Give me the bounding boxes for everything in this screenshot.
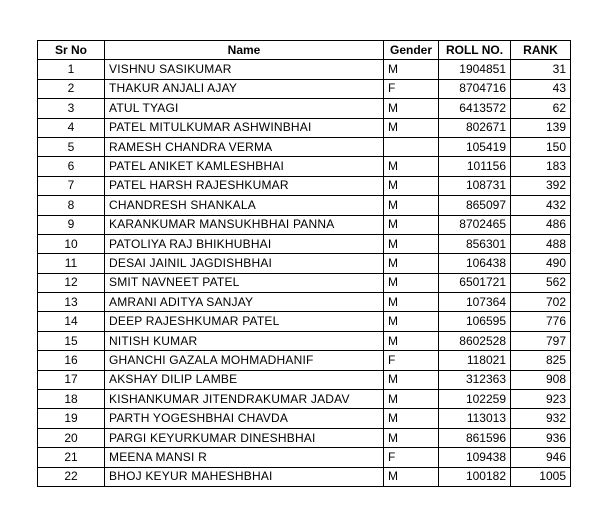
cell-name: AKSHAY DILIP LAMBE (105, 370, 384, 389)
cell-roll-no: 102259 (439, 390, 511, 409)
cell-name: BHOJ KEYUR MAHESHBHAI (105, 467, 384, 486)
cell-gender: M (384, 215, 439, 234)
cell-gender: M (384, 157, 439, 176)
cell-sr-no: 18 (38, 390, 105, 409)
cell-roll-no: 861596 (439, 428, 511, 447)
cell-roll-no: 113013 (439, 409, 511, 428)
cell-gender: M (384, 467, 439, 486)
cell-roll-no: 106595 (439, 312, 511, 331)
cell-gender: M (384, 60, 439, 79)
header-name: Name (105, 41, 384, 60)
cell-gender: F (384, 79, 439, 98)
cell-gender: M (384, 196, 439, 215)
cell-rank: 432 (511, 196, 571, 215)
table-row (38, 60, 571, 79)
cell-gender: F (384, 351, 439, 370)
cell-sr-no: 5 (38, 137, 105, 156)
table-row (38, 118, 571, 137)
table-body (38, 60, 571, 487)
table-row (38, 370, 571, 389)
table-row (38, 448, 571, 467)
table-row (38, 428, 571, 447)
cell-rank: 797 (511, 331, 571, 350)
cell-gender: M (384, 409, 439, 428)
cell-sr-no: 12 (38, 273, 105, 292)
cell-gender: F (384, 448, 439, 467)
cell-rank: 946 (511, 448, 571, 467)
cell-gender (384, 137, 439, 156)
cell-name: ATUL TYAGI (105, 99, 384, 118)
cell-sr-no: 9 (38, 215, 105, 234)
table-row (38, 351, 571, 370)
cell-rank: 183 (511, 157, 571, 176)
cell-roll-no: 8704716 (439, 79, 511, 98)
table-row (38, 331, 571, 350)
table-row (38, 137, 571, 156)
cell-sr-no: 10 (38, 234, 105, 253)
cell-rank: 139 (511, 118, 571, 137)
header-sr-no: Sr No (38, 41, 105, 60)
cell-rank: 31 (511, 60, 571, 79)
table-header (38, 41, 571, 60)
rank-list-table (37, 40, 571, 487)
cell-name: AMRANI ADITYA SANJAY (105, 293, 384, 312)
cell-rank: 923 (511, 390, 571, 409)
cell-gender: M (384, 312, 439, 331)
cell-rank: 486 (511, 215, 571, 234)
table-row (38, 234, 571, 253)
cell-gender: M (384, 331, 439, 350)
cell-name: PARGI KEYURKUMAR DINESHBHAI (105, 428, 384, 447)
cell-roll-no: 312363 (439, 370, 511, 389)
cell-sr-no: 15 (38, 331, 105, 350)
cell-roll-no: 109438 (439, 448, 511, 467)
cell-name: CHANDRESH SHANKALA (105, 196, 384, 215)
cell-name: DESAI JAINIL JAGDISHBHAI (105, 254, 384, 273)
cell-gender: M (384, 118, 439, 137)
cell-name: PATOLIYA RAJ BHIKHUBHAI (105, 234, 384, 253)
cell-gender: M (384, 428, 439, 447)
cell-roll-no: 865097 (439, 196, 511, 215)
header-roll-no: ROLL NO. (439, 41, 511, 60)
cell-roll-no: 6413572 (439, 99, 511, 118)
cell-sr-no: 21 (38, 448, 105, 467)
table-row (38, 273, 571, 292)
cell-name: RAMESH CHANDRA VERMA (105, 137, 384, 156)
header-row (38, 41, 571, 60)
cell-name: GHANCHI GAZALA MOHMADHANIF (105, 351, 384, 370)
cell-roll-no: 6501721 (439, 273, 511, 292)
table-row (38, 157, 571, 176)
table-row (38, 79, 571, 98)
cell-name: THAKUR ANJALI AJAY (105, 79, 384, 98)
table-row (38, 312, 571, 331)
cell-sr-no: 14 (38, 312, 105, 331)
cell-gender: M (384, 234, 439, 253)
header-gender: Gender (384, 41, 439, 60)
header-rank: RANK (511, 41, 571, 60)
cell-sr-no: 3 (38, 99, 105, 118)
cell-rank: 908 (511, 370, 571, 389)
cell-name: NITISH KUMAR (105, 331, 384, 350)
cell-rank: 43 (511, 79, 571, 98)
cell-rank: 490 (511, 254, 571, 273)
table-row (38, 254, 571, 273)
cell-rank: 562 (511, 273, 571, 292)
cell-rank: 150 (511, 137, 571, 156)
table-row (38, 409, 571, 428)
cell-gender: M (384, 293, 439, 312)
cell-roll-no: 106438 (439, 254, 511, 273)
cell-roll-no: 8702465 (439, 215, 511, 234)
cell-rank: 932 (511, 409, 571, 428)
cell-rank: 488 (511, 234, 571, 253)
table-row (38, 215, 571, 234)
cell-roll-no: 107364 (439, 293, 511, 312)
cell-name: SMIT NAVNEET PATEL (105, 273, 384, 292)
cell-rank: 392 (511, 176, 571, 195)
cell-roll-no: 108731 (439, 176, 511, 195)
cell-sr-no: 8 (38, 196, 105, 215)
cell-rank: 825 (511, 351, 571, 370)
cell-roll-no: 100182 (439, 467, 511, 486)
cell-sr-no: 7 (38, 176, 105, 195)
cell-roll-no: 105419 (439, 137, 511, 156)
table-row (38, 99, 571, 118)
cell-name: PARTH YOGESHBHAI CHAVDA (105, 409, 384, 428)
cell-sr-no: 4 (38, 118, 105, 137)
cell-gender: M (384, 254, 439, 273)
cell-sr-no: 17 (38, 370, 105, 389)
cell-roll-no: 856301 (439, 234, 511, 253)
cell-sr-no: 11 (38, 254, 105, 273)
cell-rank: 776 (511, 312, 571, 331)
cell-sr-no: 19 (38, 409, 105, 428)
cell-name: PATEL MITULKUMAR ASHWINBHAI (105, 118, 384, 137)
cell-sr-no: 6 (38, 157, 105, 176)
table-row (38, 390, 571, 409)
cell-roll-no: 8602528 (439, 331, 511, 350)
cell-sr-no: 13 (38, 293, 105, 312)
cell-sr-no: 1 (38, 60, 105, 79)
cell-gender: M (384, 176, 439, 195)
cell-name: MEENA MANSI R (105, 448, 384, 467)
cell-gender: M (384, 273, 439, 292)
table-row (38, 196, 571, 215)
cell-roll-no: 802671 (439, 118, 511, 137)
cell-sr-no: 22 (38, 467, 105, 486)
cell-sr-no: 20 (38, 428, 105, 447)
table-row (38, 293, 571, 312)
cell-gender: M (384, 99, 439, 118)
cell-name: PATEL ANIKET KAMLESHBHAI (105, 157, 384, 176)
cell-gender: M (384, 390, 439, 409)
cell-name: KISHANKUMAR JITENDRAKUMAR JADAV (105, 390, 384, 409)
cell-name: DEEP RAJESHKUMAR PATEL (105, 312, 384, 331)
cell-rank: 62 (511, 99, 571, 118)
cell-gender: M (384, 370, 439, 389)
table-row (38, 467, 571, 486)
cell-roll-no: 101156 (439, 157, 511, 176)
cell-rank: 702 (511, 293, 571, 312)
cell-sr-no: 16 (38, 351, 105, 370)
table-row (38, 176, 571, 195)
cell-roll-no: 118021 (439, 351, 511, 370)
cell-rank: 936 (511, 428, 571, 447)
cell-rank: 1005 (511, 467, 571, 486)
cell-name: PATEL HARSH RAJESHKUMAR (105, 176, 384, 195)
cell-sr-no: 2 (38, 79, 105, 98)
cell-name: VISHNU SASIKUMAR (105, 60, 384, 79)
cell-roll-no: 1904851 (439, 60, 511, 79)
cell-name: KARANKUMAR MANSUKHBHAI PANNA (105, 215, 384, 234)
